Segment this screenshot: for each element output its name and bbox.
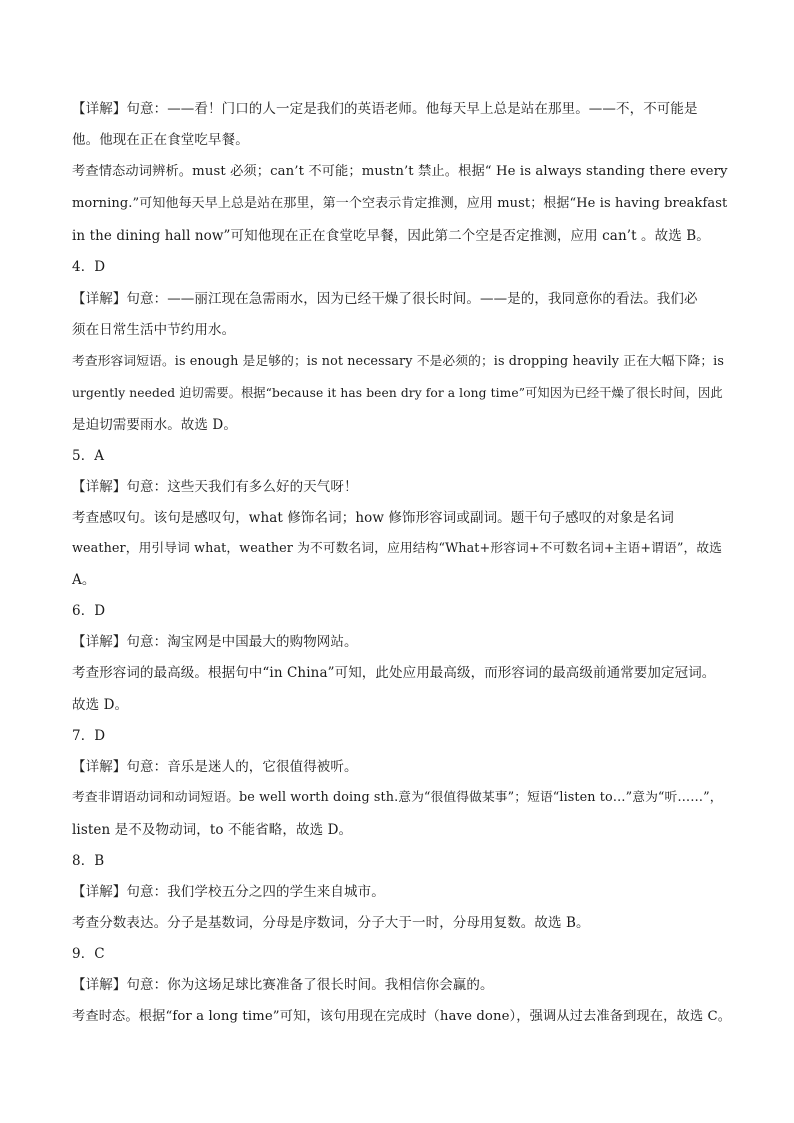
answer-number: 9．C (72, 946, 105, 962)
text-line: 考查情态动词辨析。must 必须；can’t 不可能；mustn’t 禁止。根据“ He is always standing there every (72, 164, 728, 179)
text-line: morning.”可知他每天早上总是站在那里，第一个空表示肯定推测，应用 must；根据“He is having breakfast (72, 196, 728, 211)
text-line: 他。他现在正在食堂吃早餐。 (72, 132, 249, 148)
text-line: listen 是不及物动词，to 不能省略，故选 D。 (72, 822, 353, 838)
text-line: urgently needed 迫切需要。根据“because it has been dry for a long time”可知因为已经干燥了很长时间，因此 (72, 386, 723, 400)
text-line: 【详解】句意：你为这场足球比赛准备了很长时间。我相信你会赢的。 (72, 977, 494, 993)
text-line: 考查非谓语动词和动词短语。be well worth doing sth.意为“很值得做某事”；短语“listen to…”意为“听……”， (72, 790, 723, 805)
text-line: 【详解】句意：——看！门口的人一定是我们的英语老师。他每天早上总是站在那里。——不，不可能是 (72, 101, 698, 117)
text-line: 是迫切需要雨水。故选 D。 (72, 417, 237, 433)
text-line: 【详解】句意：我们学校五分之四的学生来自城市。 (72, 884, 385, 900)
text-line: 须在日常生活中节约用水。 (72, 322, 236, 338)
text-line: weather，用引导词 what，weather 为不可数名词，应用结构“What+形容词+不可数名词+主语+谓语”，故选 (72, 541, 723, 556)
text-line: 【详解】句意：这些天我们有多么好的天气呀！ (72, 479, 358, 495)
answer-number: 8．B (72, 853, 105, 869)
text-line: 【详解】句意：——丽江现在急需雨水，因为已经干燥了很长时间。——是的，我同意你的看法。我们必 (72, 291, 698, 307)
answer-number: 5．A (72, 448, 105, 464)
text-line: 考查形容词短语。is enough 是足够的；is not necessary 不是必须的；is dropping heavily 正在大幅下降；is (72, 354, 724, 369)
answer-number: 7．D (72, 728, 106, 744)
text-line: 考查时态。根据“for a long time”可知，该句用现在完成时（have done），强调从过去准备到现在，故选 C。 (72, 1009, 732, 1024)
text-line: 【详解】句意：淘宝网是中国最大的购物网站。 (72, 634, 358, 650)
answer-number: 4．D (72, 259, 106, 275)
text-line: 故选 D。 (72, 697, 129, 713)
text-line: 考查分数表达。分子是基数词，分母是序数词，分子大于一时，分母用复数。故选 B。 (72, 915, 590, 931)
text-line: 【详解】句意：音乐是迷人的，它很值得被听。 (72, 759, 358, 775)
answer-number: 6．D (72, 603, 106, 619)
text-line: 考查形容词的最高级。根据句中“in China”可知，此处应用最高级，而形容词的最高级前通常要加定冠词。 (72, 665, 716, 681)
text-line: A。 (72, 572, 96, 588)
text-line: in the dining hall now”可知他现在正在食堂吃早餐，因此第二个空是否定推测，应用 can’t 。故选 B。 (72, 228, 710, 244)
text-line: 考查感叹句。该句是感叹句，what 修饰名词；how 修饰形容词或副词。题干句子感叹的对象是名词 (72, 510, 674, 526)
